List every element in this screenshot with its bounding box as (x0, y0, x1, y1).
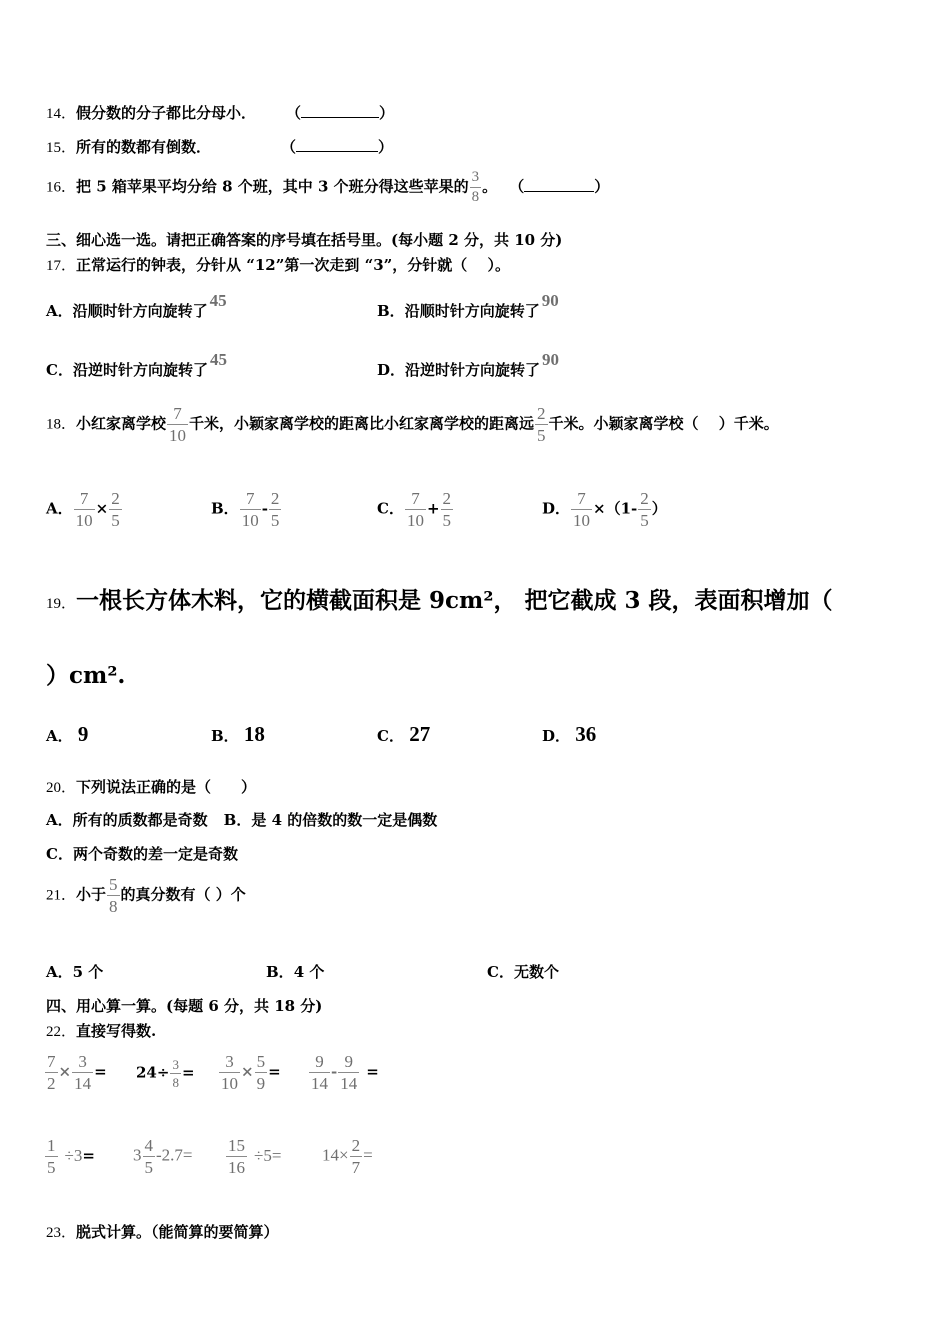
question-text: 把 5 箱苹果平均分给 8 个班，其中 3 个班分得这些苹果的 (76, 177, 469, 196)
question-text: 一根长方体木料，它的横截面积是 9cm²， 把它截成 3 段，表面积增加（ (76, 587, 833, 614)
calc-item: 14× $\frac{2}{7}$ = (322, 1136, 373, 1177)
option-a[interactable]: A．所有的质数都是奇数 (46, 811, 208, 829)
option-a[interactable]: A． 9 (46, 722, 89, 746)
option-d[interactable]: D． 36 (542, 722, 597, 746)
fraction: $\frac{2}{5}$ (537, 404, 546, 445)
fraction: $\frac{7}{10}$ (169, 404, 187, 445)
calc-item: $\frac{7}{2}$ × $\frac{3}{14}$ = (47, 1052, 107, 1093)
question-22 (46, 1020, 156, 1041)
question-text: 假分数的分子都比分母小． (76, 104, 257, 122)
option-b[interactable]: B．是 4 的倍数的数一定是偶数 (223, 811, 438, 829)
calc-item: $\frac{1}{5}$ ÷3= (47, 1136, 95, 1177)
fraction: $\frac{3}{8}$ (471, 169, 480, 205)
options-ab (46, 809, 437, 830)
option-c[interactable]: C． 27 (377, 722, 431, 746)
option-b[interactable]: B． 18 (211, 722, 265, 746)
calc-item: 3 $\frac{4}{5}$ -2.7= (133, 1136, 193, 1177)
option-d[interactable]: D．沿逆时针方向旋转了90 (377, 350, 560, 379)
section-4-title: 四、用心算一算。(每题 6 分，共 18 分) (46, 997, 323, 1015)
option-a[interactable]: A．5 个 (46, 963, 104, 981)
calc-item: $\frac{15}{16}$ ÷5= (228, 1136, 282, 1177)
question-text: 所有的数都有倒数． (76, 138, 212, 156)
option-b[interactable]: B． $\frac{7}{10}$ - $\frac{2}{5}$ (211, 489, 280, 530)
answer-blank[interactable] (524, 179, 594, 192)
option-a[interactable]: A．沿顺时针方向旋转了45 (46, 291, 227, 320)
answer-blank[interactable] (296, 139, 378, 152)
question-14: 14．假分数的分子都比分母小． （ ） (46, 104, 395, 122)
calc-item: $\frac{9}{14}$ - $\frac{9}{14}$ = (311, 1052, 379, 1093)
question-number: 19． (46, 596, 77, 612)
option-b[interactable]: B．沿顺时针方向旋转了90 (377, 291, 559, 320)
question-number: 18． (46, 416, 77, 433)
question-number: 22． (46, 1024, 77, 1040)
question-text: 脱式计算。（能简算的要简算） (76, 1223, 279, 1241)
question-number: 15． (46, 140, 77, 156)
question-19-line2: ）cm². (46, 662, 126, 689)
question-21: 21．小于 $\frac{5}{8}$ 的真分数有（ ）个 (46, 875, 246, 916)
question-number: 17． (46, 258, 77, 274)
question-number: 20． (46, 780, 77, 796)
answer-blank[interactable] (301, 105, 379, 118)
question-23 (46, 1221, 279, 1242)
question-18: 18．小红家离学校 $\frac{7}{10}$ 千米，小颖家离学校的距离比小红家离学校的距离远 $\frac{2}{5}$ 千米。小颖家离学校（ ）千米。 (46, 404, 779, 445)
option-d[interactable]: D． $\frac{7}{10}$ ×（1- $\frac{2}{5}$ ） (542, 489, 667, 530)
option-c[interactable]: C．沿逆时针方向旋转了45 (46, 350, 227, 379)
option-c[interactable]: C．无数个 (487, 963, 559, 981)
option-b[interactable]: B．4 个 (266, 963, 325, 981)
question-17 (46, 254, 510, 275)
question-15: 15．所有的数都有倒数． （ ） (46, 138, 394, 156)
calc-item: 24÷ $\frac{3}{8}$ = (136, 1057, 195, 1090)
question-number: 21． (46, 887, 77, 904)
question-number: 16． (46, 179, 77, 196)
question-16: 16．把 5 箱苹果平均分给 8 个班，其中 3 个班分得这些苹果的 $\frac{3}{8}$ 。 （ ） (46, 169, 610, 205)
option-c[interactable]: C． $\frac{7}{10}$ + $\frac{2}{5}$ (377, 489, 452, 530)
question-text: 正常运行的钟表，分针从 “12”第一次走到 “3”，分针就（ ）。 (76, 256, 511, 274)
fraction: $\frac{5}{8}$ (109, 875, 118, 916)
question-text: 直接写得数. (76, 1022, 157, 1040)
calc-item: $\frac{3}{10}$ × $\frac{5}{9}$ = (221, 1052, 281, 1093)
option-a[interactable]: A． $\frac{7}{10}$ × $\frac{2}{5}$ (46, 489, 120, 530)
question-text: 下列说法正确的是（ ） (76, 778, 257, 796)
question-number: 14． (46, 106, 77, 122)
question-20 (46, 776, 256, 797)
option-c[interactable]: C．两个奇数的差一定是奇数 (46, 845, 238, 863)
question-19 (46, 582, 832, 615)
question-number: 23． (46, 1225, 77, 1241)
section-3-title: 三、细心选一选。请把正确答案的序号填在括号里。(每小题 2 分，共 10 分) (46, 231, 563, 249)
